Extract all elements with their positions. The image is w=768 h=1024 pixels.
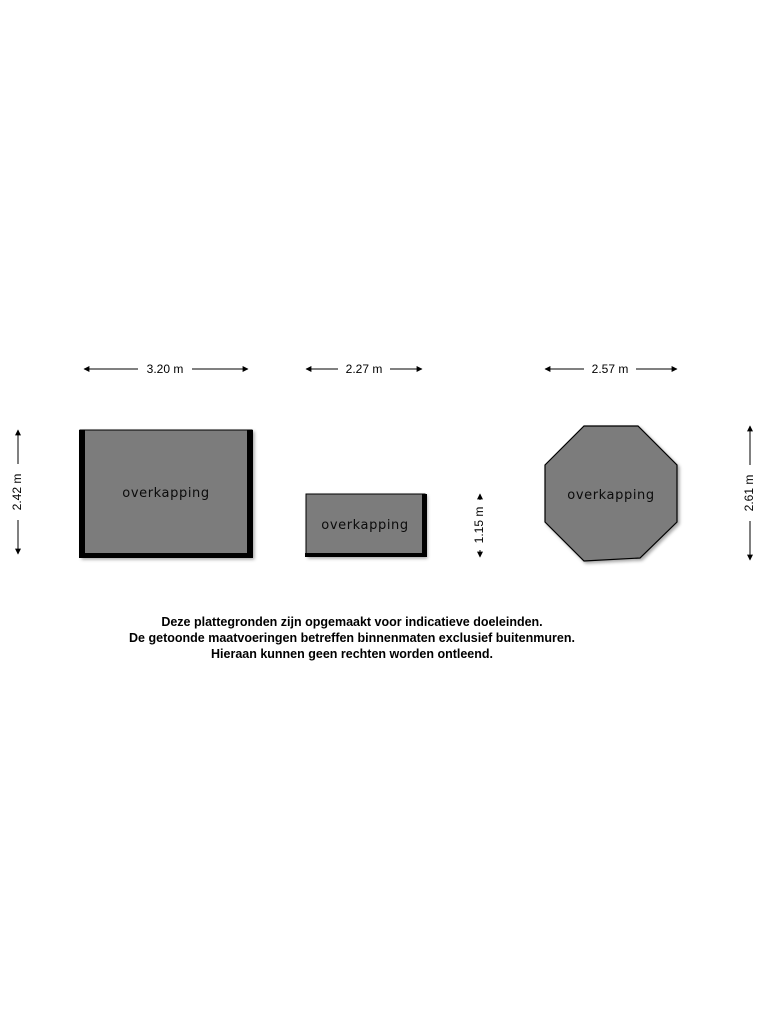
room-1-wall-bottom [79,553,253,558]
room-3-label: overkapping [567,488,655,503]
disclaimer [0,614,704,662]
room-2 [305,362,486,557]
room-1-width-label: 3.20 m [146,362,184,376]
room-3-width-label: 2.57 m [591,362,629,376]
room-1-width-dimension [84,362,248,376]
room-2-wall-bottom [305,553,427,557]
room-2-depth-label: 1.15 m [472,506,487,544]
room-2-width-label: 2.27 m [345,362,383,376]
room-1-label: overkapping [122,486,210,501]
room-1 [10,362,253,558]
room-2-wall-right [422,494,427,557]
room-3-depth-label: 2.61 m [742,474,757,512]
room-2-width-dimension [306,362,422,376]
room-1-wall-right [247,430,253,558]
disclaimer-line-1: Deze plattegronden zijn opgemaakt voor indicatieve doeleinden. [161,615,543,629]
disclaimer-line-3: Hieraan kunnen geen rechten worden ontleend. [211,647,493,661]
room-1-depth-dimension [10,430,24,554]
disclaimer-line-2: De getoonde maatvoeringen betreffen binnenmaten exclusief buitenmuren. [129,631,575,645]
room-3 [545,362,756,561]
room-2-depth-dimension [472,494,486,557]
room-3-width-dimension [545,362,677,376]
room-1-depth-label: 2.42 m [10,473,25,511]
room-1-wall-left [79,430,85,558]
room-3-depth-dimension [742,426,756,560]
room-2-label: overkapping [321,518,409,533]
